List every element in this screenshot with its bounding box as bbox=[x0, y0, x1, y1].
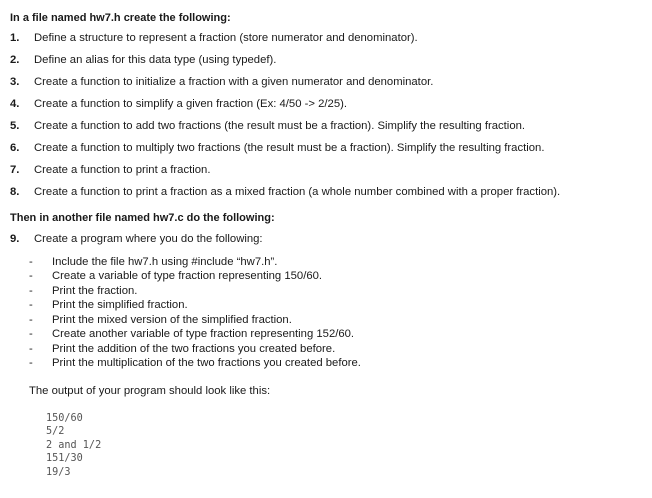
list-item-number: 6. bbox=[10, 142, 20, 154]
list-item-text: Define an alias for this data type (using typedef). bbox=[34, 54, 277, 66]
output-line: 2 and 1/2 bbox=[46, 440, 102, 451]
sub-list-item-text: Print the mixed version of the simplified fraction. bbox=[52, 314, 292, 326]
list-item-number: 3. bbox=[10, 76, 20, 88]
list-item-text: Create a function to multiply two fractions (the result must be a fraction). Simplify the resulting fraction. bbox=[34, 142, 545, 154]
list-item-number: 7. bbox=[10, 164, 20, 176]
list-item-text: Create a function to simplify a given fraction (Ex: 4/50 -> 2/25). bbox=[34, 98, 348, 110]
sub-list-item-text: Print the addition of the two fractions you created before. bbox=[52, 343, 336, 355]
dash-bullet: - bbox=[29, 328, 33, 340]
list-item-number: 9. bbox=[10, 233, 20, 245]
list-item-number: 4. bbox=[10, 98, 20, 110]
sub-list-item-text: Create a variable of type fraction representing 150/60. bbox=[52, 270, 323, 282]
output-line: 19/3 bbox=[46, 467, 71, 478]
list-item-number: 2. bbox=[10, 54, 20, 66]
section-heading-hw7c: Then in another file named hw7.c do the following: bbox=[10, 212, 275, 224]
sub-list-item-text: Print the fraction. bbox=[52, 285, 138, 297]
list-item-text: Create a program where you do the following: bbox=[34, 233, 263, 245]
list-item-number: 5. bbox=[10, 120, 20, 132]
dash-bullet: - bbox=[29, 314, 33, 326]
list-item-text: Define a structure to represent a fraction (store numerator and denominator). bbox=[34, 32, 418, 44]
dash-bullet: - bbox=[29, 343, 33, 355]
section-heading-hw7h: In a file named hw7.h create the following: bbox=[10, 12, 231, 24]
output-line: 150/60 bbox=[46, 413, 83, 424]
sub-list-item-text: Print the multiplication of the two fractions you created before. bbox=[52, 357, 361, 369]
output-intro: The output of your program should look like this: bbox=[29, 385, 271, 397]
list-item-number: 1. bbox=[10, 32, 20, 44]
dash-bullet: - bbox=[29, 256, 33, 268]
dash-bullet: - bbox=[29, 299, 33, 311]
list-item-number: 8. bbox=[10, 186, 20, 198]
list-item-text: Create a function to print a fraction as a mixed fraction (a whole number combined with a proper fraction). bbox=[34, 186, 561, 198]
dash-bullet: - bbox=[29, 270, 33, 282]
sub-list-item-text: Include the file hw7.h using #include “hw7.h”. bbox=[52, 256, 278, 268]
sub-list-item-text: Print the simplified fraction. bbox=[52, 299, 188, 311]
list-item-text: Create a function to add two fractions (the result must be a fraction). Simplify the resulting fraction. bbox=[34, 120, 526, 132]
output-line: 151/30 bbox=[46, 453, 83, 464]
dash-bullet: - bbox=[29, 357, 33, 369]
output-line: 5/2 bbox=[46, 426, 65, 437]
list-item-text: Create a function to print a fraction. bbox=[34, 164, 211, 176]
dash-bullet: - bbox=[29, 285, 33, 297]
list-item-text: Create a function to initialize a fraction with a given numerator and denominator. bbox=[34, 76, 434, 88]
sub-list-item-text: Create another variable of type fraction representing 152/60. bbox=[52, 328, 355, 340]
